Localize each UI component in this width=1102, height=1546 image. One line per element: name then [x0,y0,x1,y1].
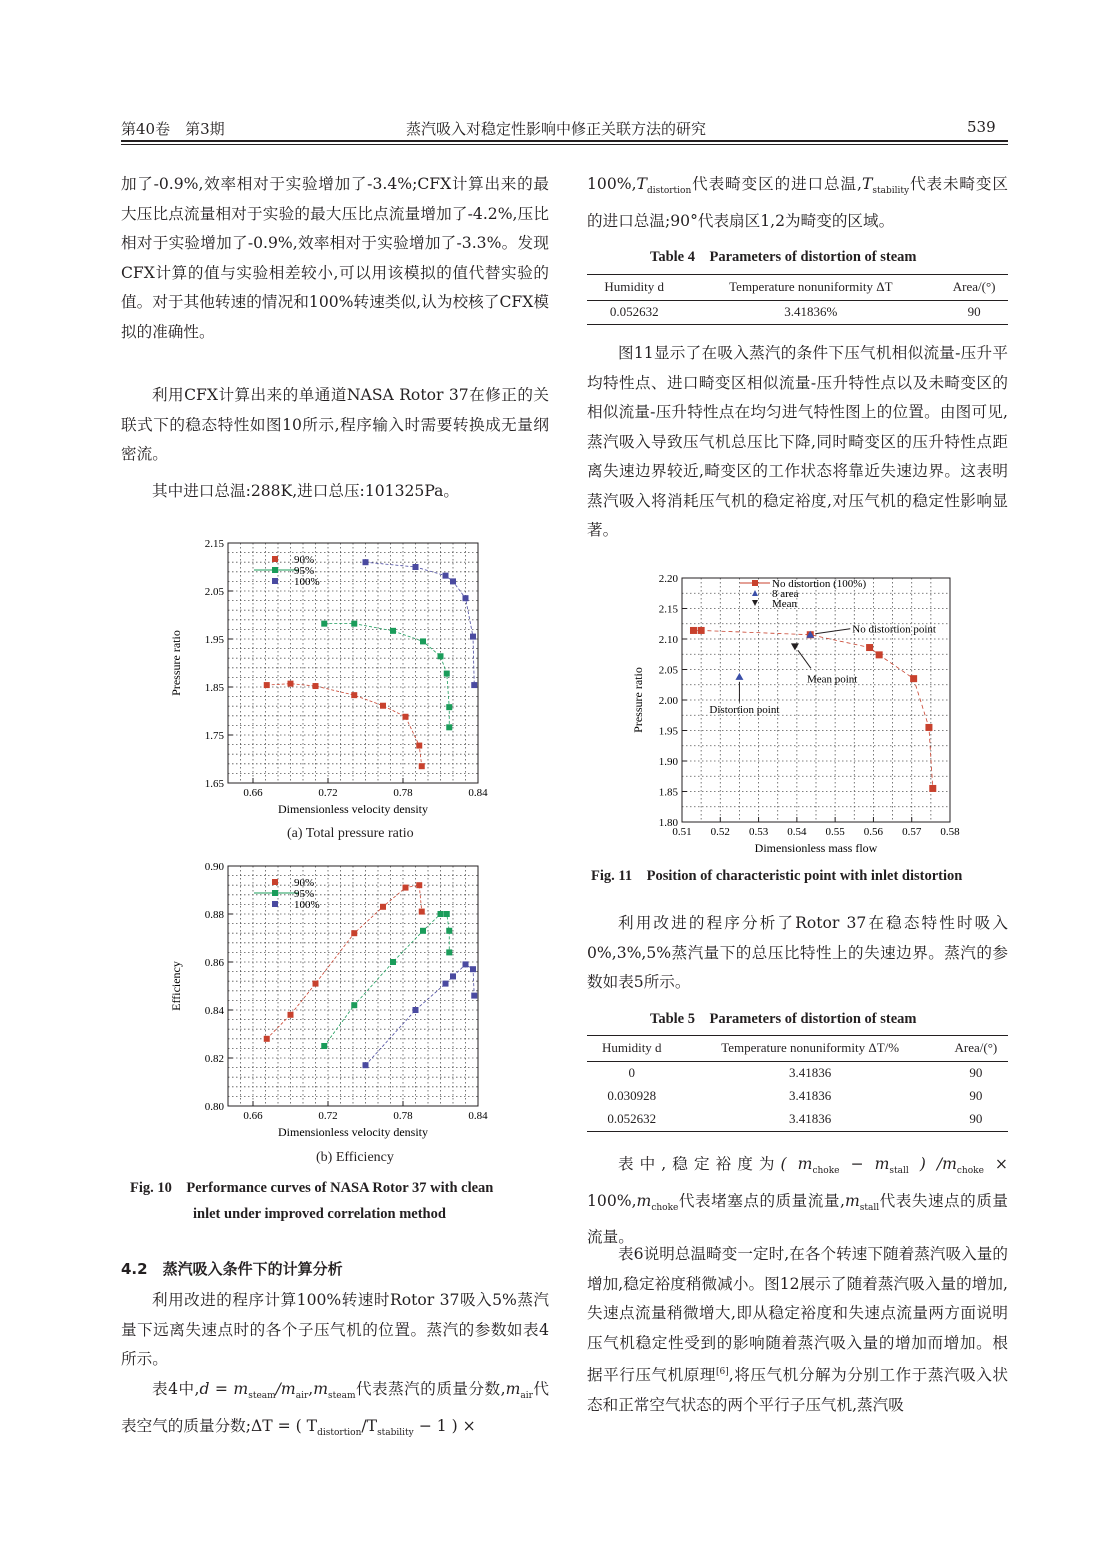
series-line [324,914,449,1046]
series-line [324,624,449,728]
y-tick-label: 1.75 [204,730,224,742]
paragraph-r4: 表中,稳定裕度为( $m_{choke} - m_{stall}$ ) $/m_{choke} \times 100\%,m_{choke}$代表堵塞点的质量流量$,m_{stall}$代表失速点的质量流量。 [587,1155,1008,1247]
data-point [925,724,932,731]
paragraph-3: 其中进口总温:288K,进口总压:101325Pa。 [152,482,460,500]
legend-marker [752,590,758,596]
data-point [420,928,426,934]
paragraph-r1: $100\%,T_{distortion}$代表畸变区的进口总温$,T_{stability}$代表未畸变区的进口总温;90°代表扇区1,2为畸变的区域。 [587,175,1008,230]
data-point [446,704,452,710]
legend-marker [272,556,278,562]
y-tick-label: 0.86 [204,957,224,969]
table-cell: 0.052632 [587,1108,677,1132]
series-line [366,562,475,685]
annotation-label: Mean point [806,673,858,686]
y-axis-label: Pressure ratio [631,667,645,733]
x-tick-label: 0.78 [393,1110,413,1122]
paragraph-5: 表4中$,d = m_{steam}/m_{air},m_{steam}$代表蒸汽的质量分数$,m_{air}$代表空气的质量分数;ΔT = ( $T_{distortion}/T_{stability} - 1$ ) × [121,1380,549,1438]
legend-marker [752,580,758,586]
table-5-header: Humidity d [587,1036,677,1062]
y-tick-label: 2.10 [658,634,678,646]
y-tick-label: 1.85 [658,786,678,799]
y-axis-label: Pressure ratio [169,630,183,696]
data-point [390,959,396,965]
data-point [698,627,705,634]
y-tick-label: 0.90 [204,861,224,873]
paragraph-4: 利用改进的程序计算100%转速时Rotor 37吸入5%蒸汽量下远离失速点时的各个子压气机的位置。蒸汽的参数如表4所示。 [121,1291,549,1368]
data-point [351,621,357,627]
legend-label: 95% [294,888,315,900]
table-row [587,1085,1008,1108]
data-point [264,682,270,688]
table-4-header: Temperature nonuniformity ΔT [681,275,940,301]
data-point [313,981,319,987]
data-point [910,675,917,682]
data-point [416,743,422,749]
x-tick-label: 0.52 [710,826,730,838]
paragraph-r2: 图11显示了在吸入蒸汽的条件下压气机相似流量-压升平均特性点、进口畸变区相似流量-压升特性点以及未畸变区的相似流量-压升特性点在均匀进气特性图上的位置。由图可见,蒸汽吸入导致压气机总压比下降,同时畸变区的压升特性点距离失速边界较近,畸变区的工作状态将靠近失速边界。这表明蒸汽吸入将消耗压气机的稳定裕度,对压气机的稳定性影响显著。 [587,344,1008,539]
table-4-header: Area/(°) [940,275,1008,301]
data-point [471,682,477,688]
x-tick-label: 0.57 [902,826,922,838]
figure-10b-efficiency-chart [168,858,498,1143]
table-4-header: Humidity d [587,275,681,301]
data-point [463,961,469,967]
data-point [416,882,422,888]
table-cell: 3.41836% [681,301,940,325]
annotation-arrow [798,650,811,668]
data-point [450,578,456,584]
y-tick-label: 1.90 [658,756,678,768]
data-point [690,627,697,634]
table-cell: 3.41836 [677,1108,944,1132]
data-point [438,911,444,917]
legend-marker [272,879,278,885]
data-point [413,1007,419,1013]
legend-label: 90% [294,877,315,889]
table-cell: 0.052632 [587,301,681,325]
table-row [587,301,1008,325]
y-tick-label: 0.84 [204,1005,224,1017]
table-cell: 0.030928 [607,1088,657,1103]
data-point [444,671,450,677]
data-point [390,628,396,634]
y-tick-label: 2.20 [658,573,678,585]
x-axis-label: Dimensionless velocity density [278,1125,428,1139]
y-tick-label: 2.05 [658,664,678,677]
data-point [363,559,369,565]
data-point [444,911,450,917]
y-tick-label: 1.95 [204,634,224,646]
table-4-title: Table 4 Parameters of distortion of steam [650,249,917,265]
annotation-arrow [815,629,850,634]
data-point [866,644,873,651]
data-point [463,595,469,601]
x-tick-label: 0.56 [863,826,884,838]
data-point [438,653,444,659]
x-tick-label: 0.66 [243,1110,263,1122]
section-heading-4-2: 4.2 蒸汽吸入条件下的计算分析 [121,1260,343,1278]
x-tick-label: 0.84 [468,787,488,799]
data-point [351,692,357,698]
legend-label: No distortion (100%) [772,578,867,590]
x-tick-label: 0.58 [940,826,960,838]
x-tick-label: 0.53 [748,826,769,838]
table-cell: 0 [628,1065,636,1080]
header-rule-thin [121,144,1008,145]
data-point [288,681,294,687]
x-tick-label: 0.72 [318,1110,338,1122]
data-point [443,981,449,987]
data-point [313,683,319,689]
legend-label: Mean [772,598,798,610]
table-cell: 90 [969,1065,983,1080]
data-point [929,785,936,792]
y-tick-label: 1.80 [658,817,678,829]
table-cell: 90 [944,1108,1008,1132]
x-tick-label: 0.84 [468,1110,488,1122]
legend-marker [272,901,278,907]
paragraph-1: 加了-0.9%,效率相对于实验增加了-3.4%;CFX计算出来的最大压比点流量相对于实验的最大压比点流量增加了-4.2%,压比相对于实验增加了-0.9%,效率相对于实验增加了-3.3%。发现CFX计算的值与实验相差较小,可以用该模拟的值代替实验的值。对于其他转速的情况和100%转速类似,认为校核了CFX模拟的准确性。 [121,175,549,341]
legend-label: 90% [294,554,315,566]
y-tick-label: 1.95 [658,725,678,738]
x-axis-label: Dimensionless velocity density [278,802,428,816]
legend-marker [752,600,758,606]
data-point [380,904,386,910]
data-point [446,724,452,730]
data-point [403,885,409,891]
figure-10-title-line2: inlet under improved correlation method [193,1206,446,1222]
table-cell: 90 [940,301,1008,325]
legend-label: 95% [294,565,315,577]
figure-10a-caption: (a) Total pressure ratio [287,826,414,841]
series-line [366,964,475,1065]
paragraph-r3: 利用改进的程序分析了Rotor 37在稳态特性时吸入0%,3%,5%蒸汽量下的总压比特性上的失速边界。蒸汽的参数如表5所示。 [587,914,1008,991]
data-point [321,621,327,627]
data-point-triangle [735,673,743,680]
data-point [363,1062,369,1068]
table-cell: 90 [969,1088,983,1103]
running-title: 蒸汽吸入对稳定性影响中修正关联方法的研究 [406,120,707,138]
annotation-label: No distortion point [852,623,936,636]
x-tick-label: 0.78 [393,787,413,799]
y-tick-label: 0.88 [204,909,224,921]
journal-volume: 第40卷 第3期 [121,120,225,138]
data-point [450,973,456,979]
table-cell: 3.41836 [789,1088,832,1103]
data-point [288,1012,294,1018]
legend-label: 100% [294,576,320,588]
data-point [419,909,425,915]
x-tick-label: 0.55 [825,826,845,838]
x-tick-label: 0.51 [672,826,692,838]
data-point [470,966,476,972]
table-cell: 3.41836 [789,1065,832,1080]
y-tick-label: 1.65 [204,778,224,790]
figure-11-title: Fig. 11 Position of characteristic point with inlet distortion [591,868,963,884]
paragraph-2: 利用CFX计算出来的单通道NASA Rotor 37在修正的关联式下的稳态特性如图10所示,程序输入时需要转换成无量纲密流。 [121,386,549,463]
data-point [471,993,477,999]
data-point-inverted-triangle [791,643,799,650]
legend-marker [272,890,278,896]
y-tick-label: 0.82 [204,1053,224,1065]
x-axis-label: Dimensionless mass flow [754,841,878,855]
header-rule [121,140,1008,142]
figure-10b-caption: (b) Efficiency [316,1150,394,1165]
y-tick-label: 0.80 [204,1101,224,1113]
y-tick-label: 1.85 [204,682,224,694]
y-tick-label: 2.05 [204,586,224,598]
x-tick-label: 0.72 [318,787,338,799]
data-point [420,638,426,644]
table-5-title: Table 5 Parameters of distortion of steam [650,1011,917,1027]
figure-11-chart [630,572,990,864]
y-tick-label: 2.00 [658,695,678,707]
table-5-header: Temperature nonuniformity ΔT/% [677,1036,944,1062]
data-point [413,564,419,570]
data-point [380,703,386,709]
annotation-label: Distortion point [709,703,780,716]
figure-10-title-line1: Fig. 10 Performance curves of NASA Rotor 37 with clean [130,1180,494,1196]
data-point [419,763,425,769]
table-5 [587,1035,1008,1132]
y-tick-label: 2.15 [658,603,678,616]
x-tick-label: 0.54 [787,826,807,838]
data-point [351,930,357,936]
data-point [321,1043,327,1049]
data-point [351,1002,357,1008]
legend-label: 100% [294,899,320,911]
data-point [876,651,883,658]
data-point [446,928,452,934]
data-point [403,714,409,720]
legend-marker [272,578,278,584]
data-point [446,949,452,955]
table-row [587,1108,1008,1132]
data-point [264,1036,270,1042]
data-point [443,573,449,579]
x-tick-label: 0.66 [243,787,263,799]
figure-10a-pressure-ratio-chart [168,535,498,820]
data-point [470,634,476,640]
page-number: 539 [967,118,996,136]
table-5-header: Area/(°) [944,1036,1008,1062]
legend-label: 8 area [772,588,799,600]
y-tick-label: 2.15 [204,538,224,550]
paragraph-r5: 表6说明总温畸变一定时,在各个转速下随着蒸汽吸入量的增加,稳定裕度稍微减小。图12展示了随着蒸汽吸入量的增加,失速点流量稍微增大,即从稳定裕度和失速点流量两方面说明压气机稳定性受到的影响随着蒸汽吸入量的增加而增加。根据平行压气机原理[6],将压气机分解为分别工作于蒸汽吸入状态和正常空气状态的两个平行子压气机,蒸汽吸 [587,1245,1008,1414]
y-axis-label: Efficiency [169,961,183,1011]
table-4 [587,274,1008,325]
table-row [587,1062,1008,1086]
legend-marker [272,567,278,573]
